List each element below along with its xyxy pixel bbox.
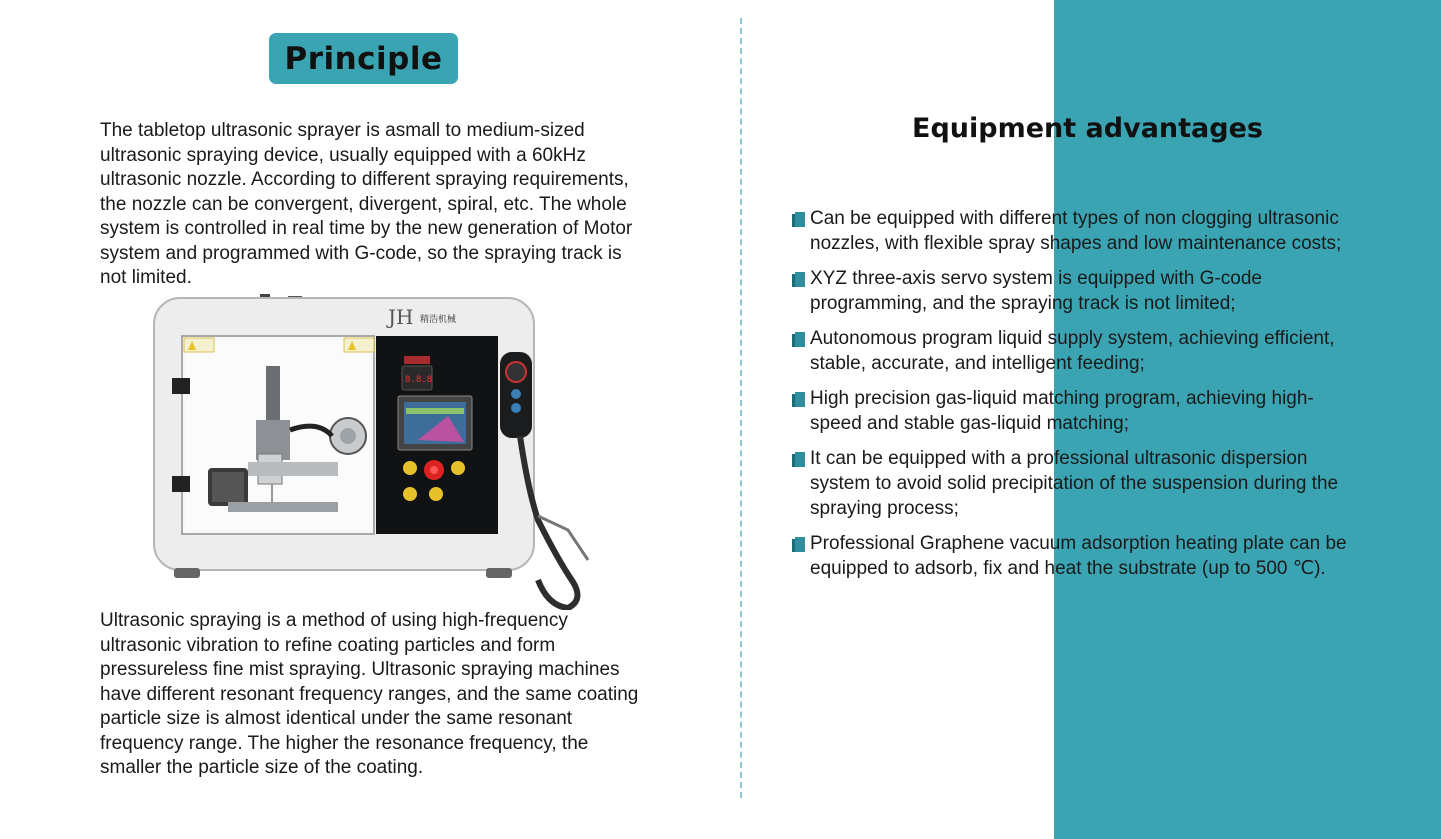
bookmark-bullet-icon [792,332,805,347]
brand-name: 精浩机械 [420,315,457,325]
advantage-text: High precision gas-liquid matching program, achieving high-speed and stable gas-liquid matching; [810,388,1314,434]
bookmark-bullet-icon [792,272,805,287]
advantage-item-2 [790,266,1350,316]
principle-title: Principle [284,40,443,77]
advantage-item-6 [790,531,1350,581]
ultrasonic-sprayer-image [148,290,608,610]
bookmark-bullet-icon [792,392,805,407]
principle-badge [269,33,458,84]
bookmark-bullet-icon [792,212,805,227]
brand-logo: JH [388,305,414,329]
bookmark-bullet-icon [792,537,805,552]
advantage-item-3 [790,326,1350,376]
principle-paragraph-1: The tabletop ultrasonic sprayer is asmall to medium-sized ultrasonic spraying device, usually equipped with a 60kHz ultrasonic nozzle. According to different spraying requirements, the nozzle can be convergent, divergent, spiral, etc. The whole system is controlled in real time by the new generation of Motor system and programmed with G-code, so the spraying track is not limited. [100,120,633,288]
advantage-item-1 [790,206,1350,256]
advantages-title: Equipment advantages [912,113,1263,144]
bookmark-bullet-icon [792,452,805,467]
advantage-item-4 [790,386,1350,436]
advantage-text: Autonomous program liquid supply system, achieving efficient, stable, accurate, and intelligent feeding; [810,328,1335,374]
advantage-text: XYZ three-axis servo system is equipped with G-code programming, and the spraying track is not limited; [810,268,1262,314]
temp-controller-readout: 8.8.8 [405,375,433,385]
principle-paragraph-2: Ultrasonic spraying is a method of using high-frequency ultrasonic vibration to refine coating particles and form pressureless fine mist spraying. Ultrasonic spraying machines have different resonant frequency ranges, and the same coating particle size is almost identical under the same resonant frequency range. The higher the resonance frequency, the smaller the particle size of the coating. [100,610,639,778]
advantage-text: It can be equipped with a professional ultrasonic dispersion system to avoid solid precipitation of the suspension during the spraying process; [810,448,1339,519]
advantages-list [790,206,1350,591]
advantage-text: Professional Graphene vacuum adsorption heating plate can be equipped to adsorb, fix and heat the substrate (up to 500 ℃). [810,533,1347,579]
dashed-divider [740,18,742,798]
advantage-text: Can be equipped with different types of non clogging ultrasonic nozzles, with flexible spray shapes and low maintenance costs; [810,208,1342,254]
advantage-item-5 [790,446,1350,521]
